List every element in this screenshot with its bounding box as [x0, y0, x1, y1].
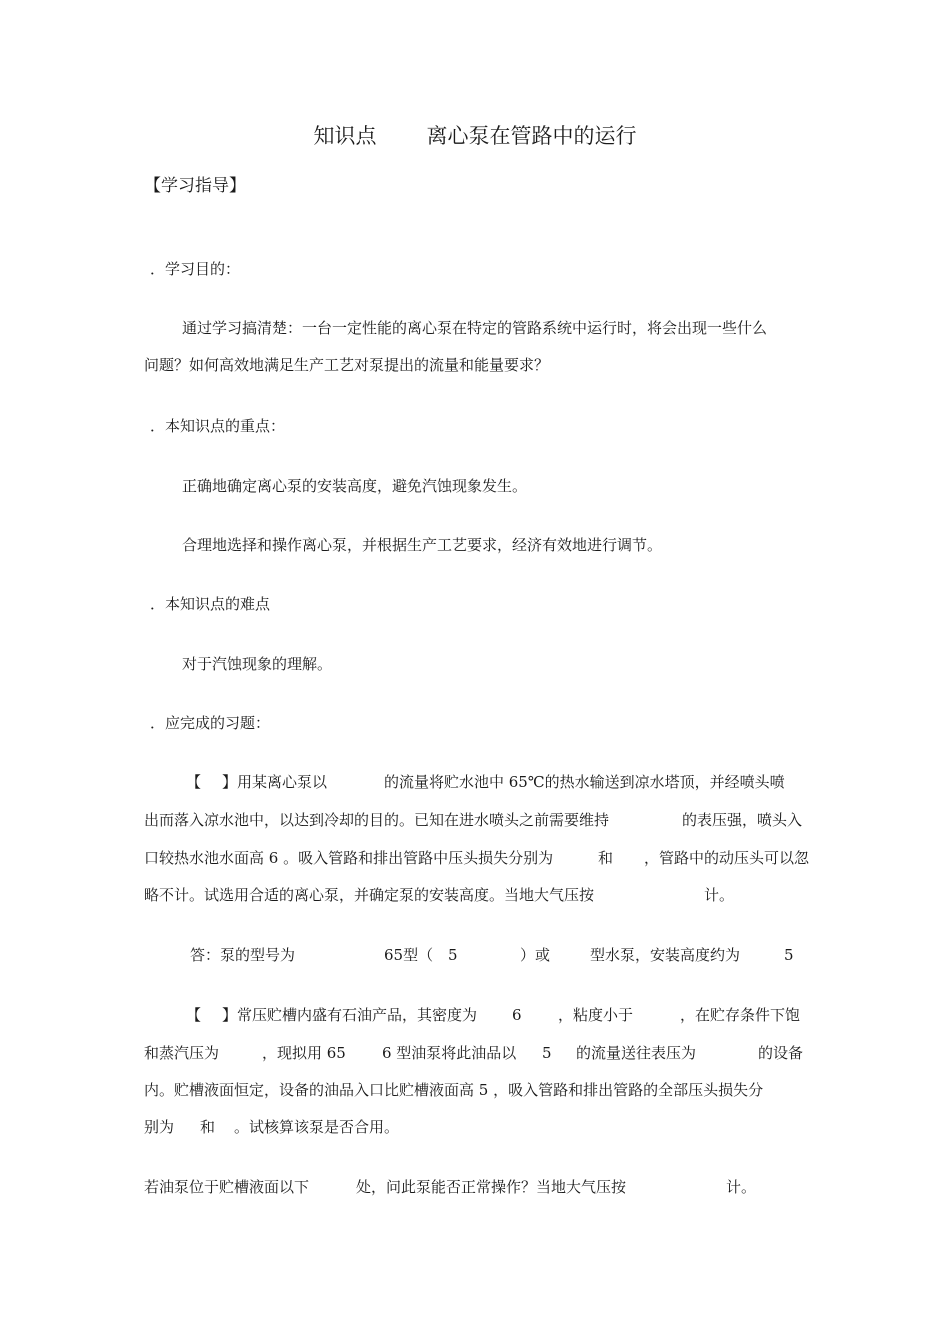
problem1-answer-e: 型水泵，安装高度约为	[590, 946, 741, 964]
problem2-line4-a: 别为	[144, 1118, 175, 1136]
problem1-answer-b: 65型（	[384, 946, 434, 964]
problem2-bracket-open: 【	[186, 1006, 202, 1024]
section-keypoints-heading: ．本知识点的重点：	[150, 417, 286, 435]
problem2-line2-b: ，现拟用 65	[262, 1044, 346, 1062]
problem2-line2-e: 的流量送往表压为	[576, 1044, 697, 1062]
problem1-answer-d: ）或	[520, 946, 551, 964]
problem1-line1-a: 】用某离心泵以	[222, 773, 328, 791]
problem2-line5-a: 若油泵位于贮槽液面以下	[144, 1178, 310, 1196]
page-title	[0, 122, 950, 150]
problem1-line3-b: 和	[598, 849, 614, 867]
problem2-line5-c: 计。	[726, 1178, 757, 1196]
section-difficulty-heading: ．本知识点的难点	[150, 595, 271, 613]
problem1-line2-b: 的表压强，喷头入	[682, 811, 803, 829]
problem2-line1-b: 6	[512, 1006, 522, 1024]
problem1-answer-a: 答：泵的型号为	[190, 946, 296, 964]
problem1-line4-a: 略不计。试选用合适的离心泵，并确定泵的安装高度。当地大气压按	[144, 886, 595, 904]
problem2-line1-a: 】常压贮槽内盛有石油产品，其密度为	[222, 1006, 478, 1024]
problem1-line3-c: ，管路中的动压头可以忽	[644, 849, 810, 867]
objective-text-line2: 问题？如何高效地满足生产工艺对泵提出的流量和能量要求？	[144, 356, 550, 374]
guide-heading: 【学习指导】	[144, 176, 246, 196]
problem2-line5-b: 处，问此泵能否正常操作？当地大气压按	[356, 1178, 627, 1196]
problem2-line4-c: 。试核算该泵是否合用。	[234, 1118, 400, 1136]
title-main: 离心泵在管路中的运行	[426, 124, 637, 148]
problem2-line1-c: ，粘度小于	[558, 1006, 634, 1024]
difficulty-item-1: 对于汽蚀现象的理解。	[182, 655, 333, 673]
problem2-line2-f: 的设备	[758, 1044, 804, 1062]
problem2-line1-d: ，在贮存条件下饱	[680, 1006, 801, 1024]
problem1-line1-b: 的流量将贮水池中 65℃的热水输送到凉水塔顶，并经喷头喷	[384, 773, 785, 791]
title-prefix: 知识点	[313, 124, 377, 148]
problem2-line4-b: 和	[200, 1118, 216, 1136]
keypoint-item-2: 合理地选择和操作离心泵，并根据生产工艺要求，经济有效地进行调节。	[182, 536, 663, 554]
section-exercises-heading: ．应完成的习题：	[150, 714, 271, 732]
problem1-line2-a: 出而落入凉水池中，以达到冷却的目的。已知在进水喷头之前需要维持	[144, 811, 610, 829]
problem2-line2-a: 和蒸汽压为	[144, 1044, 220, 1062]
problem1-answer-f: 5	[784, 946, 794, 964]
problem2-line2-c: 6 型油泵将此油品以	[382, 1044, 517, 1062]
problem1-line3-a: 口较热水池水面高 6 。吸入管路和排出管路中压头损失分别为	[144, 849, 554, 867]
keypoint-item-1: 正确地确定离心泵的安装高度，避免汽蚀现象发生。	[182, 477, 528, 495]
problem1-line4-b: 计。	[704, 886, 735, 904]
problem1-answer-c: 5	[448, 946, 458, 964]
problem2-line2-d: 5	[542, 1044, 552, 1062]
problem2-line3: 内。贮槽液面恒定，设备的油品入口比贮槽液面高 5 ，吸入管路和排出管路的全部压头损失分	[144, 1081, 764, 1099]
section-objective-heading: ．学习目的：	[150, 260, 241, 278]
objective-text-line1: 通过学习搞清楚：一台一定性能的离心泵在特定的管路系统中运行时，将会出现一些什么	[182, 319, 768, 337]
problem1-bracket-open: 【	[186, 773, 202, 791]
